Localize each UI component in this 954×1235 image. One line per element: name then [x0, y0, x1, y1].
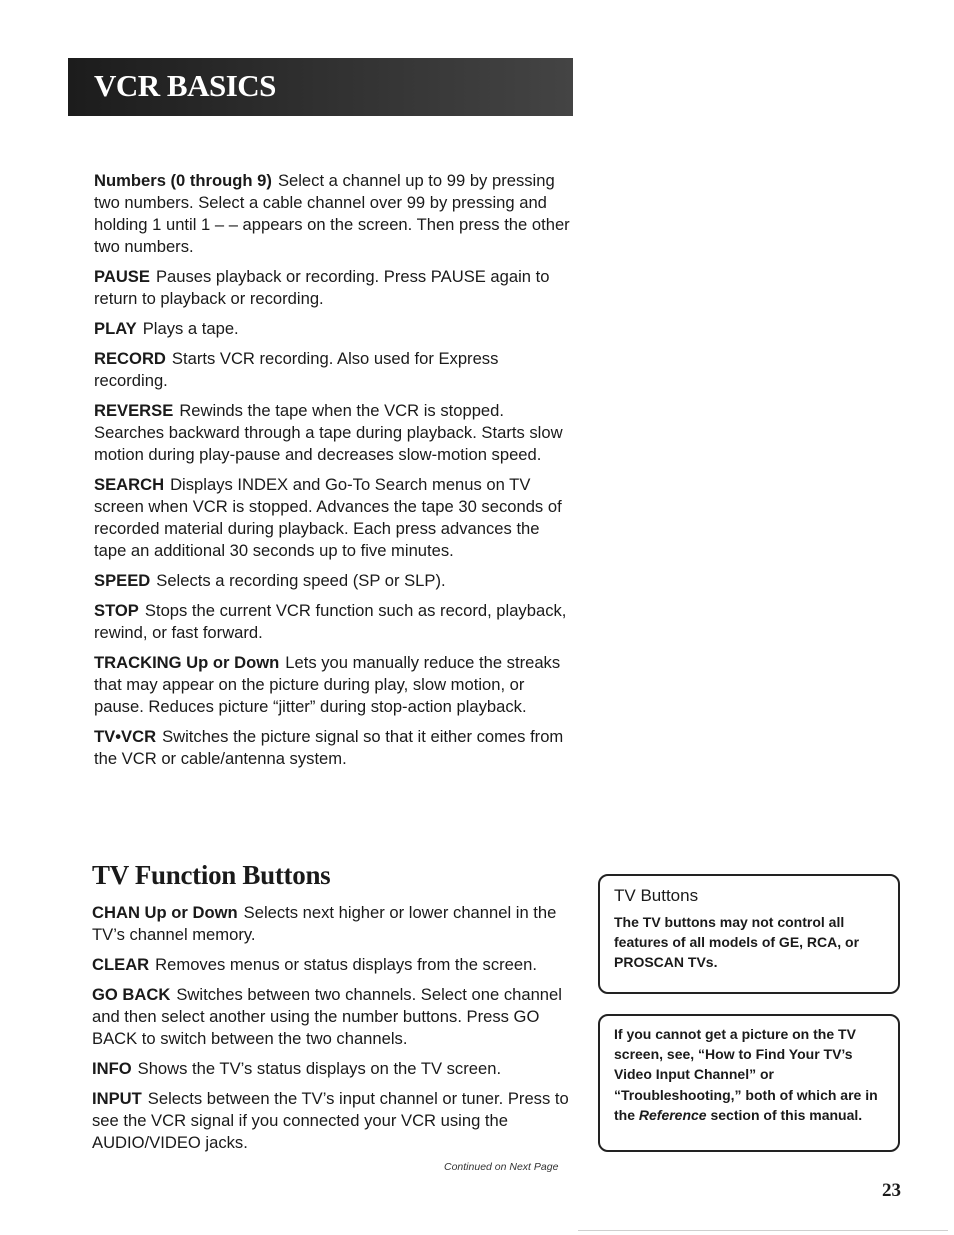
entry-term: TRACKING Up or Down [94, 653, 280, 672]
note-body: The TV buttons may not control all features of all models of GE, RCA, or PROSCAN TVs. [614, 914, 860, 970]
entry-term: GO BACK [92, 985, 171, 1004]
entry-term: CHAN Up or Down [92, 903, 238, 922]
note-title: TV Buttons [614, 886, 699, 905]
vcr-buttons-list [94, 170, 572, 778]
tv-buttons-note-box [598, 874, 900, 994]
entry-text: Pauses playback or recording. Press PAUSE again to return to playback or recording. [94, 267, 550, 308]
entry-text: Plays a tape. [142, 319, 239, 338]
entry-term: PAUSE [94, 267, 150, 286]
entry-stop [94, 600, 572, 644]
entry-term: PLAY [94, 319, 137, 338]
section-heading-tv-function-buttons: TV Function Buttons [92, 860, 331, 890]
note-body [614, 1024, 884, 1125]
entry-text: Select a channel up to 99 by pressing two numbers. Select a cable channel over 99 by pressing and holding 1 until 1 – – appears on the screen. Then press the other two numbers. [94, 171, 570, 256]
entry-numbers [94, 170, 572, 258]
entry-term: SEARCH [94, 475, 165, 494]
entry-text: Lets you manually reduce the streaks that may appear on the picture during play, slow motion, or pause. Reduces picture “jitter” during stop-action playback. [94, 653, 561, 716]
entry-text: Selects a recording speed (SP or SLP). [156, 571, 446, 590]
entry-speed [94, 570, 572, 592]
note-emphasis: Reference [638, 1106, 707, 1123]
continued-note: Continued on Next Page [444, 1161, 559, 1173]
entry-term: CLEAR [92, 955, 150, 974]
note-text: If you cannot get a picture on the TV screen, see, “How to Find Your TV’s Video Input Channel” or “Troubleshooting,” both of which are in the [614, 1026, 878, 1123]
section-header-bar [68, 58, 573, 116]
entry-go-back [92, 984, 572, 1050]
entry-term: RECORD [94, 349, 166, 368]
entry-term: TV•VCR [94, 727, 157, 746]
entry-input [92, 1088, 572, 1154]
entry-info [92, 1058, 572, 1080]
entry-clear [92, 954, 572, 976]
entry-text: Stops the current VCR function such as record, playback, rewind, or fast forward. [94, 601, 567, 642]
entry-text: Switches the picture signal so that it either comes from the VCR or cable/antenna system. [94, 727, 564, 768]
entry-text: Displays INDEX and Go-To Search menus on TV screen when VCR is stopped. Advances the tape 30 seconds of recorded material during playback. Each press advances the tape an additional 30 seconds up to five minutes. [94, 475, 562, 560]
entry-text: Removes menus or status displays from the screen. [155, 955, 537, 974]
entry-play [94, 318, 572, 340]
entry-term: SPEED [94, 571, 151, 590]
page-title: VCR BASICS [94, 68, 276, 103]
entry-record [94, 348, 572, 392]
entry-search [94, 474, 572, 562]
entry-chan [92, 902, 572, 946]
entry-term: INFO [92, 1059, 132, 1078]
entry-pause [94, 266, 572, 310]
entry-text: Switches between two channels. Select one channel and then select another using the number buttons. Press GO BACK to switch between the two channels. [92, 985, 562, 1048]
note-text: section of this manual. [706, 1106, 863, 1123]
tv-buttons-list [92, 902, 572, 1162]
entry-text: Rewinds the tape when the VCR is stopped. Searches backward through a tape during playback. Starts slow motion during play-pause and decreases slow-motion speed. [94, 401, 563, 464]
footer-divider [578, 1230, 948, 1231]
entry-term: INPUT [92, 1089, 142, 1108]
entry-text: Selects between the TV’s input channel or tuner. Press to see the VCR signal if you connected your VCR using the AUDIO/VIDEO jacks. [92, 1089, 569, 1152]
entry-term: REVERSE [94, 401, 174, 420]
entry-reverse [94, 400, 572, 466]
entry-term: STOP [94, 601, 139, 620]
picture-help-note-box [598, 1014, 900, 1152]
entry-text: Starts VCR recording. Also used for Express recording. [94, 349, 499, 390]
entry-tracking [94, 652, 572, 718]
entry-text: Shows the TV’s status displays on the TV screen. [137, 1059, 502, 1078]
page-number: 23 [882, 1180, 901, 1201]
entry-term: Numbers (0 through 9) [94, 171, 272, 190]
entry-text: Selects next higher or lower channel in the TV’s channel memory. [92, 903, 557, 944]
entry-tv-vcr [94, 726, 572, 770]
